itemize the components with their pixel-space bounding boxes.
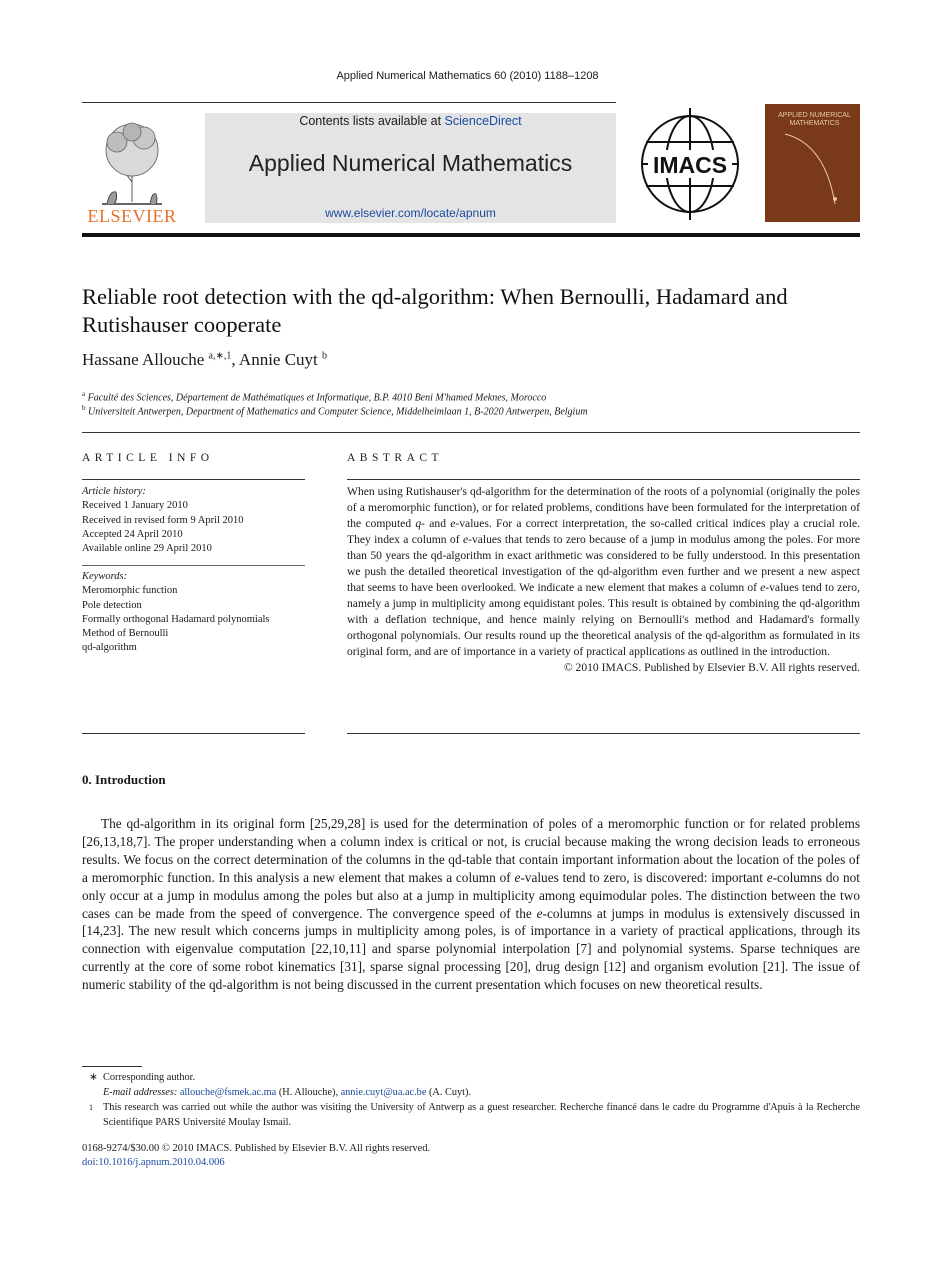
issn-line: 0168-9274/$30.00 © 2010 IMACS. Published by Elsevier B.V. All rights reserved. (82, 1143, 431, 1154)
email-link[interactable]: allouche@fsmek.ac.ma (179, 1087, 277, 1098)
footnote-text: This research was carried out while the author was visiting the University of Antwerp as a guest researcher. Recherche financé dans le cadre du Programme d'Apuis à la Recherche Scientifique PARS Université Moulay Ismail. (103, 1102, 860, 1128)
body-text: -values tend to zero, is discovered: important (520, 869, 767, 885)
affiliation-text: Universiteit Antwerpen, Department of Mathematics and Computer Science, Middelheimlaan 1, B-2020 Antwerpen, Belgium (88, 406, 588, 418)
email-label: E-mail addresses: (103, 1087, 178, 1098)
keywords (82, 570, 270, 656)
body-text: -columns at jumps in modulus is extensively discussed in [14,23]. The new result which concerns jumps in multiplicity among poles, is of importance in a variety of practical applications, through its connection with eigenvalue computation [22,10,11] and sparse polynomial interpolation [7] and polynomial systems. Sparse techniques are currently at the core of some robot kinematics [31], sparse signal processing [20], drug design [12] and organism evolution [21]. The issue of numeric stability of the qd-algorithm is not being discussed in the current presentation which focuses on new theoretical results. (82, 905, 860, 993)
keyword-item: qd-algorithm (82, 642, 137, 654)
paper-title: Reliable root detection with the qd-algorithm: When Bernoulli, Hadamard and Rutishauser cooperate (82, 284, 788, 337)
sciencedirect-link[interactable]: ScienceDirect (444, 114, 522, 128)
author-marks[interactable]: b (322, 350, 328, 362)
math-e: e (514, 869, 521, 885)
keyword-item: Pole detection (82, 599, 142, 611)
journal-url-link[interactable]: www.elsevier.com/locate/apnum (325, 206, 496, 220)
article-info-heading: ARTICLE INFO (82, 452, 214, 464)
email-link[interactable]: annie.cuyt@ua.ac.be (340, 1087, 427, 1098)
author-list (82, 350, 327, 370)
header-rule (82, 102, 616, 103)
affiliation-mark: b (82, 404, 86, 412)
affiliation-b (82, 404, 588, 417)
divider (82, 432, 860, 433)
divider (82, 479, 305, 480)
imacs-logo-text: IMACS (652, 152, 728, 178)
footnote-corresponding (82, 1071, 860, 1086)
math-q: q (415, 517, 422, 530)
abstract-text: -values. For a correct interpretation, the so-called critical indices play a crucial role. They index a column of (347, 517, 860, 546)
journal-title: Applied Numerical Mathematics (248, 150, 573, 176)
author-separator: , (231, 350, 239, 369)
history-item: Received 1 January 2010 (82, 500, 188, 512)
elsevier-wordmark: ELSEVIER (87, 206, 177, 226)
keyword-item: Method of Bernoulli (82, 628, 169, 640)
section-heading: 0. Introduction (82, 772, 166, 787)
abstract-paragraph (347, 484, 860, 660)
journal-reference: Applied Numerical Mathematics 60 (2010) 1188–1208 (336, 70, 599, 82)
math-e: e (536, 905, 543, 921)
contents-line (205, 114, 616, 128)
math-e: e (450, 517, 456, 530)
keyword-item: Formally orthogonal Hadamard polynomials (82, 613, 270, 625)
abstract-text: -values tend to zero, namely a jump in multiplicity among equidistant poles. This result is obtained by combining the qd-algorithm with a deflation technique, and hence mainly relying on Bernoulli's method and Hadamard's formally orthogonal polynomials. Our results round up the theoretical analysis of the qd-algorithm as formulated in its original form, and are of importance in a variety of practical applications as outlined in the introduction. (347, 581, 860, 658)
affiliation-a (82, 390, 546, 403)
divider (347, 733, 860, 734)
footnote-mark: ∗ (89, 1072, 98, 1083)
abstract-text: -values that tends to zero because of a jump in modulus among the poles. For more than 50 years the qd-algorithm in exact arithmetic was considered to be fully understood. In this presentation we push the detailed theoretical investigation of the qd-algorithm even further and we present a new aspect that seems to have been overlooked. We indicate a new element that makes a column of (347, 533, 860, 594)
author-marks[interactable]: a,∗,1 (208, 350, 232, 362)
history-item: Received in revised form 9 April 2010 (82, 514, 244, 526)
email-owner: (A. Cuyt). (426, 1087, 472, 1098)
abstract-copyright: © 2010 IMACS. Published by Elsevier B.V. All rights reserved. (563, 661, 860, 674)
footnote-text: Corresponding author. (103, 1072, 196, 1083)
imacs-globe-logo (638, 104, 742, 222)
keywords-label: Keywords: (82, 571, 128, 582)
body-text: The qd-algorithm in its original form [25,29,28] is used for the determination of poles of a meromorphic function or for related problems [26,13,18,7]. The proper understanding when a column index is critical or not, is crucial because making the wrong decision leads to erroneous results. We focus on the correct determination of the columns in the qd-table that contain important information about the location of the poles of a meromorphic function. In this analysis a new element that makes a column of (82, 816, 860, 885)
abstract-text: When using Rutishauser's qd-algorithm for the determination of the roots of a polynomial (originally the poles of a meromorphic function), or for related problems, conditions have been formulated for the interpretation of the computed (347, 485, 860, 530)
history-item: Available online 29 April 2010 (82, 543, 212, 555)
divider (82, 565, 305, 566)
header-thick-rule (82, 233, 860, 237)
email-owner: (H. Allouche), (276, 1087, 341, 1098)
affiliation-mark: a (82, 390, 86, 398)
math-e: e (760, 581, 766, 594)
author-name: Annie Cuyt (238, 350, 318, 369)
footnote-mark: 1 (89, 1103, 93, 1112)
math-e: e (766, 869, 773, 885)
article-history (82, 485, 244, 556)
affiliation-text: Faculté des Sciences, Département de Mathématiques et Informatique, B.P. 4010 Beni M'hamed Meknes, Morocco (87, 392, 547, 404)
contents-prefix: Contents lists available at (299, 114, 445, 128)
divider (347, 479, 860, 480)
footnote-rule (82, 1066, 142, 1067)
divider (82, 733, 305, 734)
history-item: Accepted 24 April 2010 (82, 528, 183, 540)
author-name: Hassane Allouche (82, 350, 205, 369)
footnote-emails (82, 1086, 860, 1101)
math-e: e (462, 533, 469, 546)
footnote-funding (82, 1101, 860, 1130)
history-label: Article history: (82, 486, 146, 497)
doi-link[interactable]: doi:10.1016/j.apnum.2010.04.006 (82, 1157, 225, 1168)
keyword-item: Meromorphic function (82, 585, 178, 597)
intro-paragraph (82, 815, 860, 994)
abstract-body (347, 484, 860, 676)
abstract-text: - and (421, 517, 451, 530)
cover-title: APPLIED NUMERICAL MATHEMATICS (778, 112, 851, 127)
abstract-heading: ABSTRACT (347, 452, 444, 464)
body-text: -columns do not only occur at a jump in modulus among the poles but also at a jump in multiplicity among equimodular poles. The distinction between the two cases can be made from the speed of convergence. The convergence speed of the (82, 869, 860, 921)
